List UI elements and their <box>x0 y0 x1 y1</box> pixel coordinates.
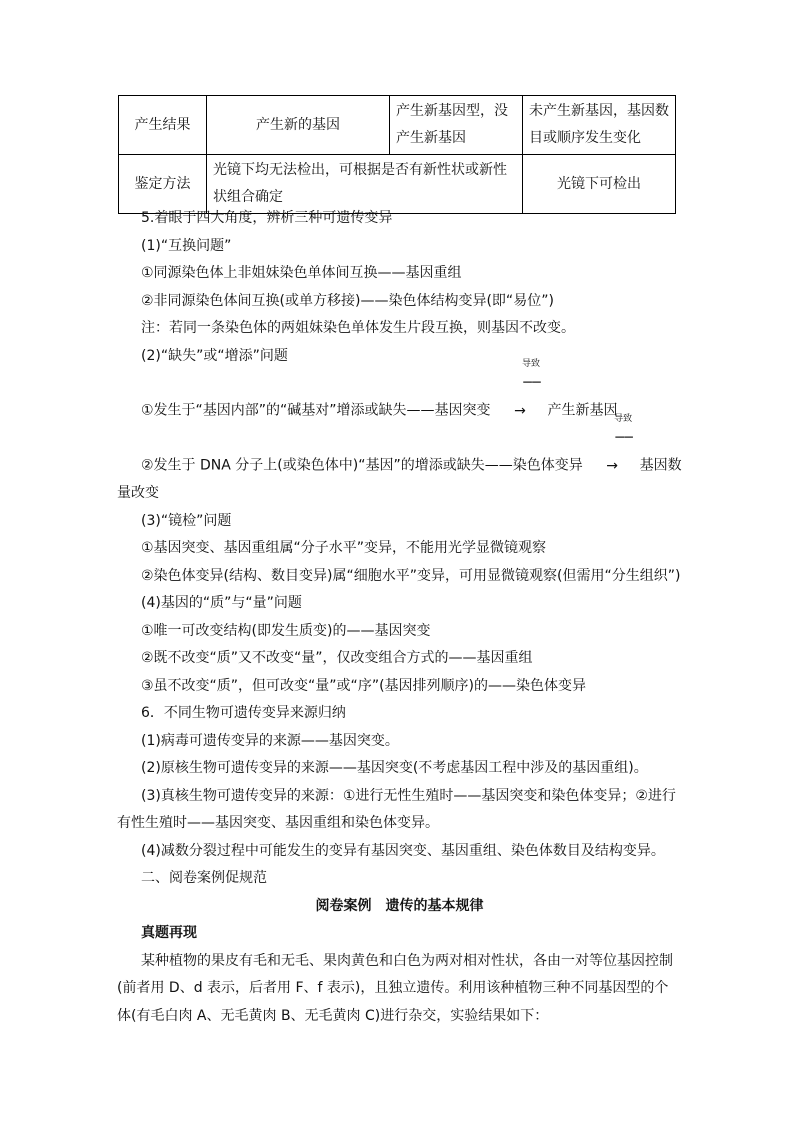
arrow-icon: 导致 ─ ─ → <box>587 425 635 480</box>
row-label-method: 鉴定方法 <box>119 155 207 214</box>
subsection-heading: (3)“镜检”问题 <box>141 512 232 529</box>
paragraph: ①基因突变、基因重组属“分子水平”变异，不能用光学显微镜观察 <box>141 540 547 556</box>
subsection-heading: (1)“互换问题” <box>141 237 232 254</box>
paragraph: (2)原核生物可遗传变异的来源——基因突变(不考虑基因工程中涉及的基因重组)。 <box>141 760 648 776</box>
paragraph <box>117 414 682 508</box>
text: 产生新基因 <box>547 402 618 419</box>
paragraph: ③虽不改变“质”，但可改变“量”或“序”(基因排列顺序)的——染色体变异 <box>141 677 586 694</box>
subsection-heading: (4)基因的“质”与“量”问题 <box>141 595 302 611</box>
cell-gene-method: 光镜下均无法检出，可根据是否有新性状或新性状组合确定 <box>207 155 523 214</box>
section-heading: 6．不同生物可遗传变异来源归纳 <box>141 705 346 721</box>
table-row <box>119 96 676 155</box>
cell-gene-mutation-result: 产生新的基因 <box>207 96 390 155</box>
text: ②发生于 DNA 分子上(或染色体中)“基因”的增添或缺失——染色体变异 <box>141 457 583 474</box>
paragraph: ①唯一可改变结构(即发生质变)的——基因突变 <box>141 622 431 639</box>
arrow-label: 导致 <box>522 359 541 369</box>
arrow-label: 导致 <box>614 414 633 424</box>
cell-chromosome-result: 未产生新基因，基因数目或顺序发生变化 <box>523 96 676 155</box>
note: 注：若同一条染色体的两姐妹染色单体发生片段互换，则基因不改变。 <box>141 320 575 336</box>
case-title <box>117 893 682 921</box>
case-title-label: 阅卷案例 <box>315 897 372 914</box>
subheading-real-question: 真题再现 <box>141 925 197 941</box>
subsection-heading: (2)“缺失”或“增添”问题 <box>141 347 288 364</box>
paragraph: ②非同源染色体间互换(或单方移接)——染色体结构变异(即“易位”) <box>141 292 554 309</box>
paragraph: (1)病毒可遗传变异的来源——基因突变。 <box>141 732 399 749</box>
variation-comparison-table <box>118 95 676 214</box>
paragraph: ②染色体变异(结构、数目变异)属“细胞水平”变异，可用显微镜观察(但需用“分生组织”) <box>141 567 681 584</box>
part-heading: 二、阅卷案例促规范 <box>141 870 267 886</box>
arrow-icon: 导致 ─ ─ → <box>495 370 543 425</box>
cell-recombination-result: 产生新基因型，没产生新基因 <box>390 96 523 155</box>
paragraph: ②既不改变“质”又不改变“量”，仅改变组合方式的——基因重组 <box>141 650 533 666</box>
document-body <box>117 205 682 1030</box>
question-body: 某种植物的果皮有毛和无毛、果肉黄色和白色为两对相对性状，各由一对等位基因控制(前者用 D、d 表示，后者用 F、f 表示)，且独立遗传。利用该种植物三种不同基因型的个体(有毛白肉 A、无毛黄肉 B、无毛黄肉 C)进行杂交，实验结果如下： <box>117 952 673 1024</box>
row-label-result: 产生结果 <box>119 96 207 155</box>
text: ①发生于“基因内部”的“碱基对”增添或缺失——基因突变 <box>141 402 491 419</box>
paragraph: (4)减数分裂过程中可能发生的变异有基因突变、基因重组、染色体数目及结构变异。 <box>141 842 665 859</box>
section-heading: 5.着眼于四大角度，辨析三种可遗传变异 <box>141 210 393 226</box>
paragraph: (3)真核生物可遗传变异的来源：①进行无性生殖时——基因突变和染色体变异；②进行有性生殖时——基因突变、基因重组和染色体变异。 <box>117 787 676 831</box>
text: 基因数量改变 <box>117 457 682 501</box>
cell-chromosome-method: 光镜下可检出 <box>523 155 676 214</box>
case-title-topic: 遗传的基本规律 <box>385 897 484 914</box>
paragraph: ①同源染色体上非姐妹染色单体间互换——基因重组 <box>141 265 462 281</box>
